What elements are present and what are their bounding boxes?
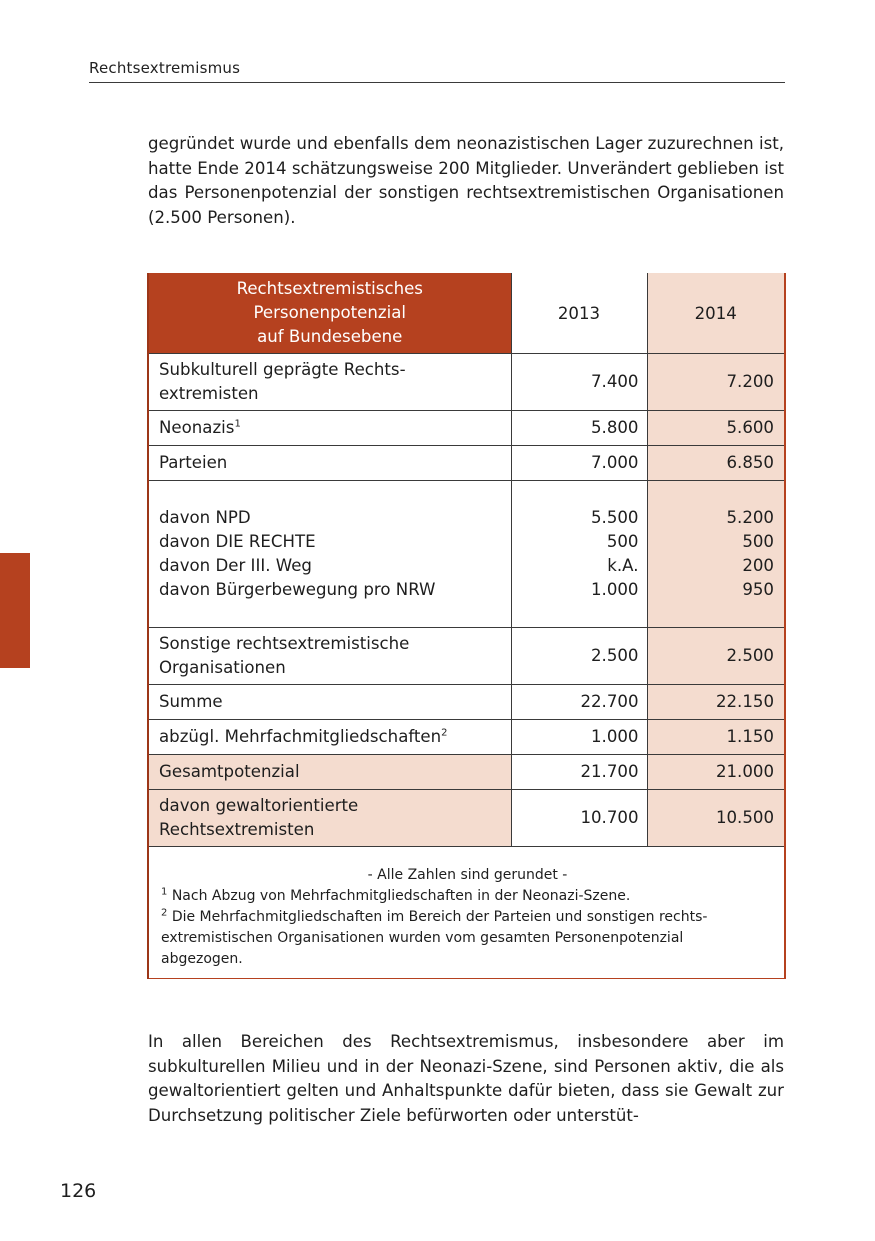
footnote-text: Die Mehrfachmitgliedschaften im Bereich der Parteien und sonstigen rechts- <box>171 909 708 925</box>
rounding-note: - Alle Zahlen sind gerundet - <box>367 867 568 883</box>
column-header-2013: 2013 <box>511 273 647 354</box>
table-row <box>148 354 785 411</box>
value-2014 <box>647 481 785 628</box>
value-2013: 2.500 <box>511 628 647 685</box>
header-line: Rechtsextremistisches <box>236 279 423 298</box>
table-row <box>148 685 785 720</box>
closing-paragraph: In allen Bereichen des Rechtsextremismus, insbesondere aber im subkulturellen Milieu und in der Neonazi-Szene, sind Personen aktiv, die als gewaltorientiert gelten und Anhaltspunkte dafür bieten, dass sie Gewalt zur Durchsetzung politischer Ziele befürworten oder unterstüt- <box>148 1032 784 1125</box>
value-2013: 22.700 <box>511 685 647 720</box>
table-row-parties-breakdown <box>148 481 785 628</box>
sub-label: davon NPD <box>159 508 251 527</box>
row-label <box>148 411 511 446</box>
sub-label: davon Bürgerbewegung pro NRW <box>159 580 436 599</box>
value-2014: 21.000 <box>647 755 785 790</box>
footnote-2-line: abgezogen. <box>161 951 243 967</box>
sub-value: 5.500 <box>590 508 639 527</box>
value-2013: 5.800 <box>511 411 647 446</box>
value-2013: 10.700 <box>511 790 647 847</box>
row-label-line: davon gewaltorientierte <box>159 796 359 815</box>
table-header-title <box>148 273 511 354</box>
table-row <box>148 628 785 685</box>
page-number: 126 <box>60 1180 97 1202</box>
sub-value: 950 <box>742 580 774 599</box>
row-label-line: extremisten <box>159 384 259 403</box>
row-label-line: Organisationen <box>159 658 286 677</box>
row-label <box>148 481 511 628</box>
value-2014: 22.150 <box>647 685 785 720</box>
row-label-text: abzügl. Mehrfachmitgliedschaften <box>159 727 442 746</box>
sub-value: 5.200 <box>726 508 774 527</box>
header-line: auf Bundesebene <box>257 327 403 346</box>
header-divider <box>89 82 785 83</box>
footnote-2 <box>161 907 774 928</box>
value-2013: 7.400 <box>511 354 647 411</box>
table-row <box>148 411 785 446</box>
value-2014: 5.600 <box>647 411 785 446</box>
row-label <box>148 790 511 847</box>
sub-value: k.A. <box>607 556 639 575</box>
chapter-side-tab <box>0 553 30 668</box>
value-2014: 2.500 <box>647 628 785 685</box>
row-label: Gesamtpotenzial <box>148 755 511 790</box>
row-label <box>148 720 511 755</box>
table-row <box>148 446 785 481</box>
footnote-2-line: extremistischen Organisationen wurden vom gesamten Personenpotenzial <box>161 930 684 946</box>
row-label <box>148 628 511 685</box>
table-row <box>148 720 785 755</box>
footnote-text: Nach Abzug von Mehrfachmitgliedschaften in der Neonazi-Szene. <box>171 888 631 904</box>
sub-value: 200 <box>742 556 774 575</box>
header-line: Personenpotenzial <box>253 303 406 322</box>
table-row-total <box>148 755 785 790</box>
intro-paragraph: gegründet wurde und ebenfalls dem neonazistischen Lager zuzurechnen ist, hatte Ende 2014 schätzungsweise 200 Mitglieder. Unverändert geblieben ist das Personenpotenzial der sonstigen rechtsextremistischen Organisationen (2.500 Personen). <box>148 134 784 227</box>
value-2013: 21.700 <box>511 755 647 790</box>
personenpotenzial-table <box>147 273 786 979</box>
row-label: Summe <box>148 685 511 720</box>
column-header-2014: 2014 <box>647 273 785 354</box>
value-2013: 7.000 <box>511 446 647 481</box>
value-2013: 1.000 <box>511 720 647 755</box>
value-2014: 1.150 <box>647 720 785 755</box>
sub-label: davon Der III. Weg <box>159 556 312 575</box>
value-2014: 10.500 <box>647 790 785 847</box>
sub-label: davon DIE RECHTE <box>159 532 316 551</box>
footnote-marker: 2 <box>441 727 448 739</box>
row-label-line: Sonstige rechtsextremistische <box>159 634 410 653</box>
footnote-marker: 2 <box>161 907 168 919</box>
table-header-row <box>148 273 785 354</box>
table-notes <box>148 847 785 979</box>
row-label-text: Neonazis <box>159 418 235 437</box>
value-2014: 7.200 <box>647 354 785 411</box>
row-label-line: Subkulturell geprägte Rechts- <box>159 360 406 379</box>
row-label: Parteien <box>148 446 511 481</box>
running-head: Rechtsextremismus <box>89 59 241 77</box>
footnote-marker: 1 <box>161 886 168 898</box>
sub-value: 500 <box>742 532 774 551</box>
value-2014: 6.850 <box>647 446 785 481</box>
row-label-line: Rechtsextremisten <box>159 820 315 839</box>
value-2013 <box>511 481 647 628</box>
table-row-violent <box>148 790 785 847</box>
sub-value: 1.000 <box>590 580 639 599</box>
footnote-marker: 1 <box>234 418 241 430</box>
table-notes-row <box>148 847 785 979</box>
sub-value: 500 <box>606 532 639 551</box>
footnote-1 <box>161 886 774 907</box>
row-label <box>148 354 511 411</box>
